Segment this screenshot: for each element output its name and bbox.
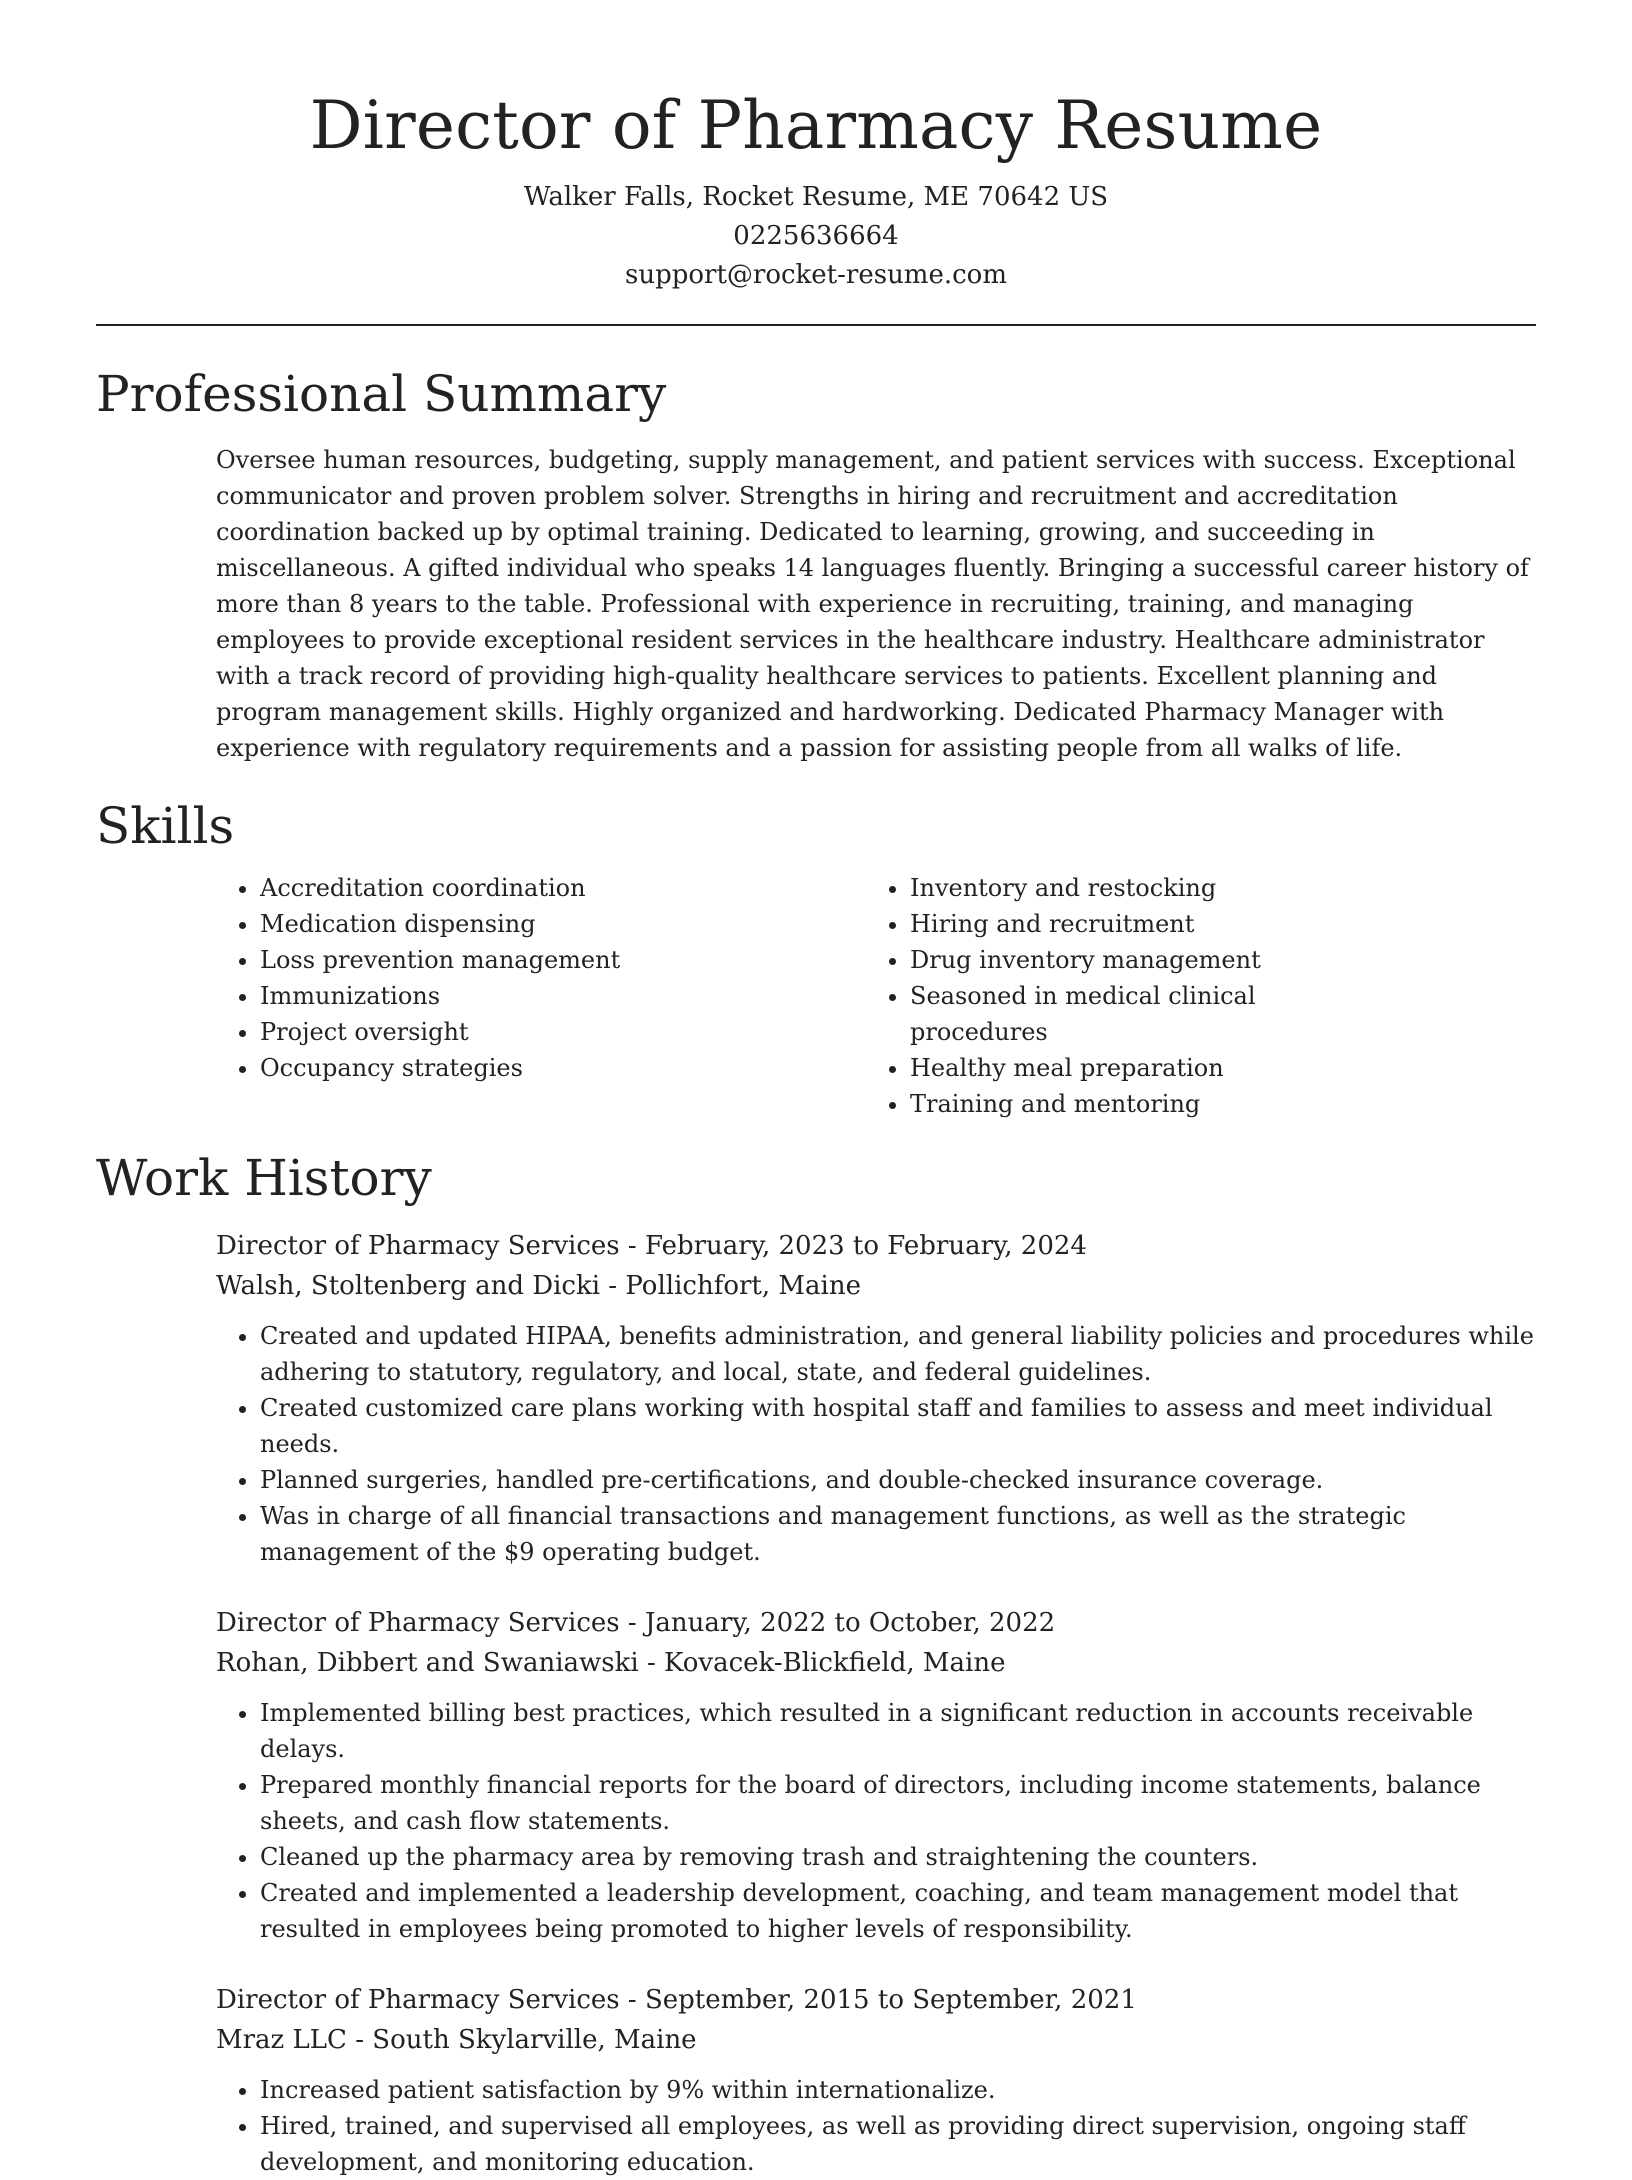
job-title: Director of Pharmacy Services xyxy=(216,1231,620,1261)
skills-columns xyxy=(96,870,1536,1122)
job-entry xyxy=(216,1226,1536,1570)
job-location: Pollichfort, Maine xyxy=(625,1271,861,1301)
section-heading-skills: Skills xyxy=(96,797,235,855)
contact-phone: 0225636664 xyxy=(733,221,899,251)
contact-email: support@rocket-resume.com xyxy=(624,260,1007,290)
skills-list-left xyxy=(96,870,746,1122)
work-history-section xyxy=(96,1148,1536,2180)
summary-text: Oversee human resources, budgeting, supply management, and patient services with success. Exceptional communicator and proven problem solver. Strengths in hiring and recruitment and accreditation coordination backed up by optimal training. Dedicated to learning, growing, and succeeding in miscellaneous. A gifted individual who speaks 14 languages fluently. Bringing a successful career history of more than 8 years to the table. Professional with experience in recruiting, training, and managing employees to provide exceptional resident services in the healthcare industry. Healthcare administrator with a track record of providing high-quality healthcare services to patients. Excellent planning and program management skills. Highly organized and hardworking. Dedicated Pharmacy Manager with experience with regulatory requirements and a passion for assisting people from all walks of life. xyxy=(216,446,1529,762)
skill-item: • Occupancy strategies xyxy=(260,1050,746,1086)
job-title: Director of Pharmacy Services xyxy=(216,1985,620,2015)
job-company: Rohan, Dibbert and Swaniawski xyxy=(216,1648,639,1678)
job-dates: January, 2022 to October, 2022 xyxy=(644,1608,1056,1638)
skill-item: • Immunizations xyxy=(260,978,746,1014)
job-entry xyxy=(216,1980,1536,2180)
skills-section xyxy=(96,796,1536,1122)
job-bullet: • Cleaned up the pharmacy area by removing trash and straightening the counters. xyxy=(260,1839,1545,1875)
skill-item: • Healthy meal preparation xyxy=(910,1050,1396,1086)
skill-item: • Seasoned in medical clinical procedures xyxy=(910,978,1396,1050)
job-company: Walsh, Stoltenberg and Dicki xyxy=(216,1271,601,1301)
job-company-line: Mraz LLC - South Skylarville, Maine xyxy=(216,2025,697,2055)
job-bullet: • Prepared monthly financial reports for the board of directors, including income statements, balance sheets, and cash flow statements. xyxy=(260,1767,1545,1839)
job-dates: February, 2023 to February, 2024 xyxy=(644,1231,1087,1261)
job-bullet: • Was in charge of all financial transactions and management functions, as well as the strategic management of the $9 operating budget. xyxy=(260,1498,1545,1570)
job-bullet-list xyxy=(216,1695,1545,1947)
skills-list-right xyxy=(910,870,1396,1122)
job-company: Mraz LLC xyxy=(216,2025,347,2055)
job-location: South Skylarville, Maine xyxy=(372,2025,697,2055)
section-heading-summary: Professional Summary xyxy=(96,365,667,423)
job-bullet: • Planned surgeries, handled pre-certifications, and double-checked insurance coverage. xyxy=(260,1462,1545,1498)
job-title-line: Director of Pharmacy Services - January, 2022 to October, 2022 xyxy=(216,1608,1056,1638)
job-bullet: • Hired, trained, and supervised all employees, as well as providing direct supervision, ongoing staff development, and monitoring education. xyxy=(260,2108,1545,2180)
header-divider xyxy=(96,324,1536,326)
skill-item: • Project oversight xyxy=(260,1014,746,1050)
job-company-line: Walsh, Stoltenberg and Dicki - Pollichfort, Maine xyxy=(216,1271,861,1301)
professional-summary-section xyxy=(96,364,1536,766)
contact-info xyxy=(96,178,1536,295)
section-heading-work: Work History xyxy=(96,1149,432,1207)
page-title: Director of Pharmacy Resume xyxy=(309,87,1323,164)
skill-item: • Hiring and recruitment xyxy=(910,906,1396,942)
skill-item: • Training and mentoring xyxy=(910,1086,1396,1122)
job-company-line: Rohan, Dibbert and Swaniawski - Kovacek-Blickfield, Maine xyxy=(216,1648,1006,1678)
skill-item: • Drug inventory management xyxy=(910,942,1396,978)
contact-address: Walker Falls, Rocket Resume, ME 70642 US xyxy=(523,182,1109,212)
job-bullet-list xyxy=(216,2072,1545,2180)
job-bullet: • Created customized care plans working with hospital staff and families to assess and meet individual needs. xyxy=(260,1390,1545,1462)
skill-item: • Accreditation coordination xyxy=(260,870,746,906)
job-bullet-list xyxy=(216,1318,1545,1570)
resume-page xyxy=(96,0,1536,2180)
job-bullet: • Increased patient satisfaction by 9% within internationalize. xyxy=(260,2072,1545,2108)
skill-item: • Inventory and restocking xyxy=(910,870,1396,906)
job-entry xyxy=(216,1603,1536,1947)
job-title-line: Director of Pharmacy Services - September, 2015 to September, 2021 xyxy=(216,1985,1137,2015)
job-bullet: • Created and updated HIPAA, benefits administration, and general liability policies and procedures while adhering to statutory, regulatory, and local, state, and federal guidelines. xyxy=(260,1318,1545,1390)
job-title: Director of Pharmacy Services xyxy=(216,1608,620,1638)
job-bullet: • Created and implemented a leadership development, coaching, and team management model that resulted in employees being promoted to higher levels of responsibility. xyxy=(260,1875,1545,1947)
skill-item: • Loss prevention management xyxy=(260,942,746,978)
job-location: Kovacek-Blickfield, Maine xyxy=(664,1648,1006,1678)
job-dates: September, 2015 to September, 2021 xyxy=(644,1985,1137,2015)
skill-item: • Medication dispensing xyxy=(260,906,746,942)
resume-header xyxy=(96,0,1536,295)
job-title-line: Director of Pharmacy Services - February, 2023 to February, 2024 xyxy=(216,1231,1087,1261)
job-bullet: • Implemented billing best practices, which resulted in a significant reduction in accounts receivable delays. xyxy=(260,1695,1545,1767)
